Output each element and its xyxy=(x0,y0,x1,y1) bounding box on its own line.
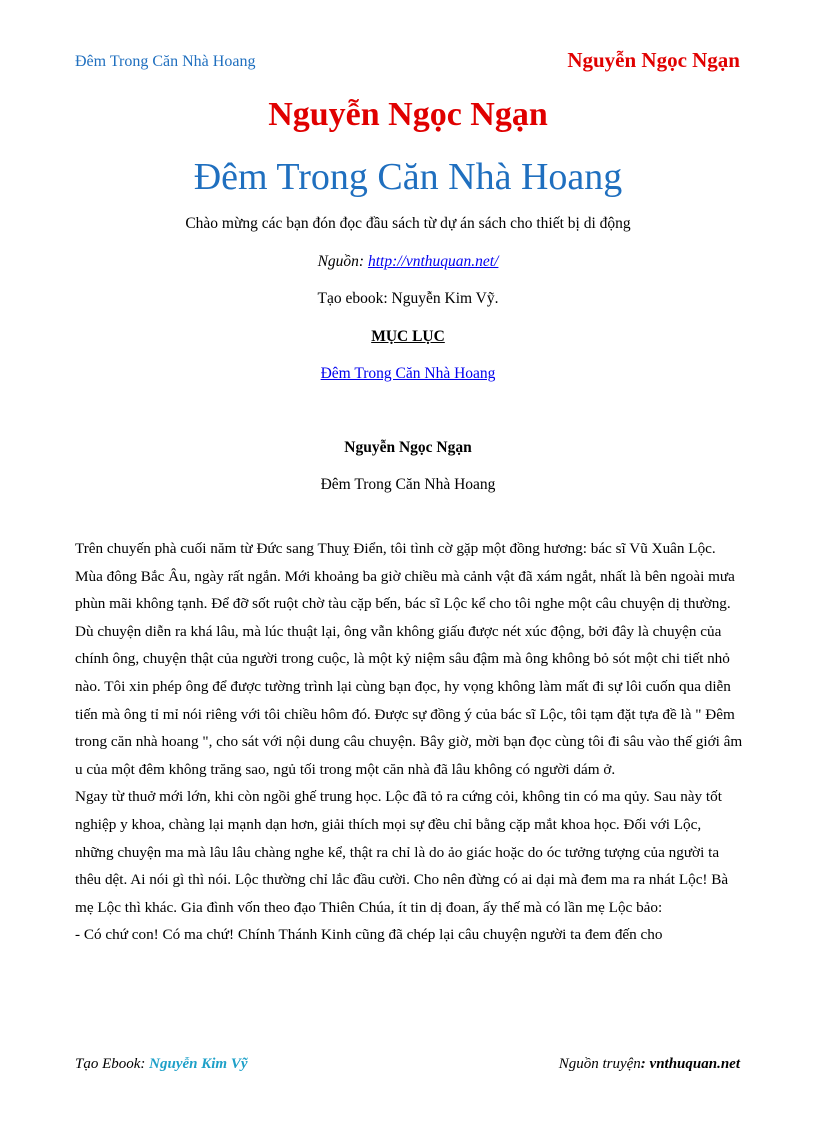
story-body xyxy=(75,535,743,949)
paragraph: Trên chuyến phà cuối năm từ Đức sang Thuỵ Điển, tôi tình cờ gặp một đồng hương: bác sĩ Vũ Xuân Lộc. Mùa đông Bắc Âu, ngày rất ngắn. Mới khoảng ba giờ chiều mà cảnh vật đã xám ngắt, nhất là bên ngoài mưa phùn mãi không tạnh. Để đỡ sốt ruột chờ tàu cặp bến, bác sĩ Lộc kể cho tôi nghe một câu chuyện dị thường. Dù chuyện diễn ra khá lâu, mà lúc thuật lại, ông vẫn không giấu được nét xúc động, bởi đây là chuyện của chính ông, chuyện thật của người trong cuộc, là một kỷ niệm sâu đậm mà ông không bỏ sót một chi tiết nhỏ nào. Tôi xin phép ông để được tường trình lại cùng bạn đọc, hy vọng không làm mất đi sự lôi cuốn qua diễn tiến mà ông tỉ mỉ nói riêng với tôi chiều hôm đó. Được sự đồng ý của bác sĩ Lộc, tôi tạm đặt tựa đề là " Đêm trong căn nhà hoang ", cho sát với nội dung câu chuyện. Bây giờ, mời bạn đọc cùng tôi đi sâu vào thế giới âm u của một đêm không trăng sao, ngủ tối trong một căn nhà đã lâu không có người dám ở. xyxy=(75,540,743,778)
footer-separator: : xyxy=(140,1056,150,1072)
footer-source-label: Nguồn truyện xyxy=(558,1056,641,1072)
source-line xyxy=(0,253,816,271)
footer-separator: : xyxy=(640,1056,650,1072)
paragraph: - Có chứ con! Có ma chứ! Chính Thánh Kinh cũng đã chép lại câu chuyện người ta đem đến cho xyxy=(75,926,663,944)
toc-heading: MỤC LỤC xyxy=(371,328,445,345)
footer-ebook-label: Tạo Ebook xyxy=(75,1056,141,1072)
header-author: Nguyễn Ngọc Ngạn xyxy=(567,48,740,72)
toc-link[interactable]: Đêm Trong Căn Nhà Hoang xyxy=(320,365,496,382)
source-label: Nguồn: xyxy=(317,253,365,270)
footer-ebook-credit xyxy=(75,1056,248,1073)
header-book-title: Đêm Trong Căn Nhà Hoang xyxy=(75,53,256,70)
source-link[interactable]: http://vnthuquan.net/ xyxy=(367,253,499,270)
title-author: Nguyễn Ngọc Ngạn xyxy=(268,96,548,133)
toc-item xyxy=(0,365,816,383)
footer-ebook-name: Nguyễn Kim Vỹ xyxy=(149,1056,248,1072)
chapter-author: Nguyễn Ngọc Ngạn xyxy=(344,439,472,456)
title-book: Đêm Trong Căn Nhà Hoang xyxy=(193,156,623,198)
paragraph: Ngay từ thuở mới lớn, khi còn ngồi ghế trung học. Lộc đã tỏ ra cứng cỏi, không tin có ma qủy. Sau này tốt nghiệp y khoa, chàng lại mạnh dạn hơn, giải thích mọi sự đều chỉ bằng cặp mắt khoa học. Đối với Lộc, những chuyện ma mà lâu lâu chàng nghe kể, thật ra chỉ là do ảo giác hoặc do óc tưởng tượng của người ta thêu dệt. Ai nói gì thì nói. Lộc thường chỉ lắc đầu cười. Cho nên đừng có ai dại mà đem ma ra nhát Lộc! Bà mẹ Lộc thì khác. Gia đình vốn theo đạo Thiên Chúa, ít tin dị đoan, ấy thế mà có lần mẹ Lộc bảo: xyxy=(75,788,729,916)
footer-source-name: vnthuquan.net xyxy=(649,1056,740,1072)
welcome-line: Chào mừng các bạn đón đọc đầu sách từ dự án sách cho thiết bị di động xyxy=(185,215,631,232)
ebook-creator-line: Tạo ebook: Nguyễn Kim Vỹ. xyxy=(317,290,499,307)
chapter-title: Đêm Trong Căn Nhà Hoang xyxy=(320,476,496,493)
footer-source-credit xyxy=(559,1056,740,1073)
